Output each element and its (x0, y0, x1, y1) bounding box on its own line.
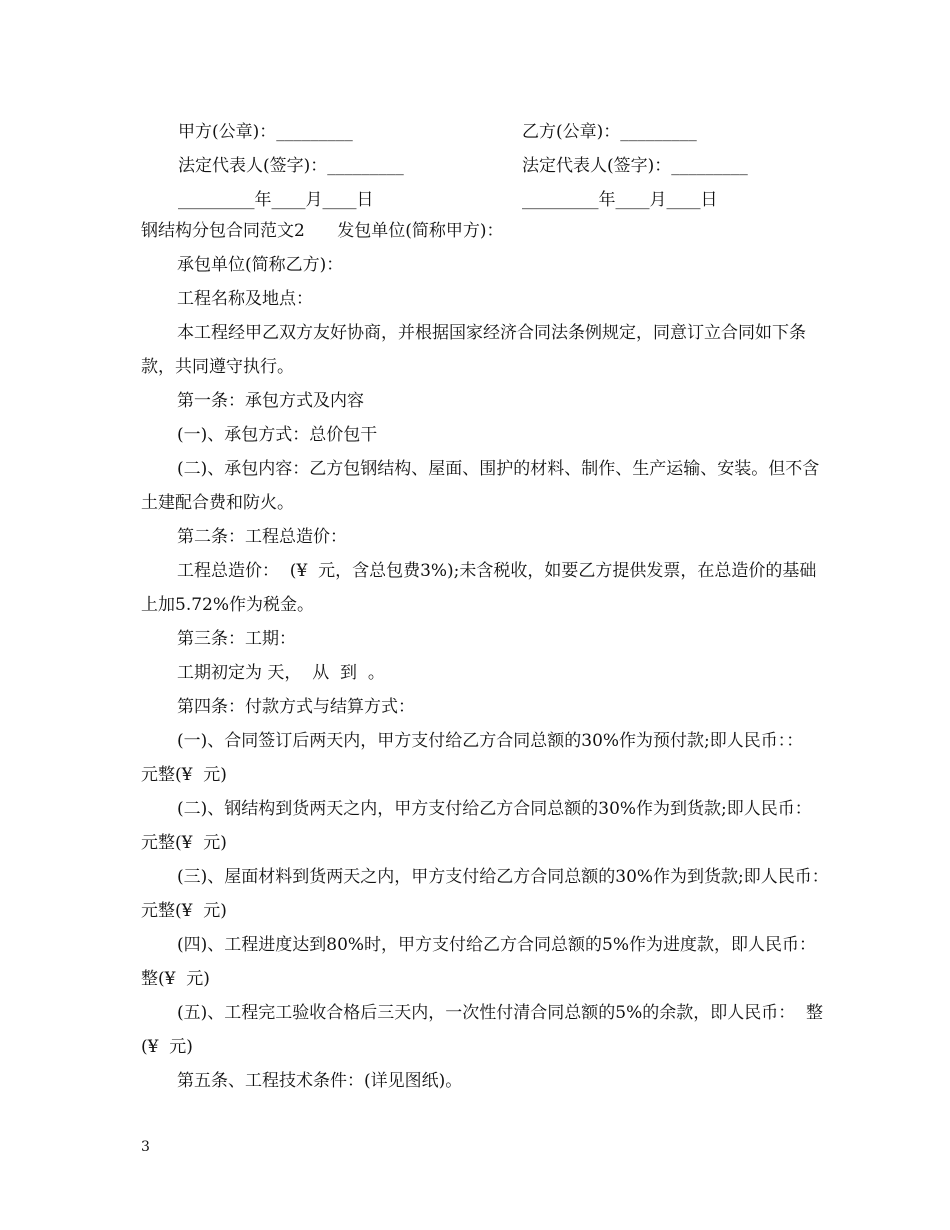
article-4-clause-4: (四)、工程进度达到80%时，甲方支付给乙方合同总额的5%作为进度款，即人民币： 整(¥ 元) (141, 935, 827, 989)
article-1-clause-1: (一)、承包方式：总价包干 (177, 425, 378, 445)
project-name-field: 工程名称及地点： (177, 289, 313, 309)
party-b-date-line: _________年____月____日 (522, 190, 718, 210)
signature-block (0, 115, 950, 217)
signature-row-representative (0, 149, 950, 183)
party-a-date-line: _________年____月____日 (178, 190, 374, 210)
article-2-title: 第二条：工程总造价： (177, 527, 347, 547)
signature-row-date (0, 183, 950, 217)
article-4-clause-1: (一)、合同签订后两天内，甲方支付给乙方合同总额的30%作为预付款;即人民币：： 元整(¥ 元) (141, 731, 815, 785)
article-1-clause-2: (二)、承包内容：乙方包钢结构、屋面、围护的材料、制作、生产运输、安装。但不含土建配合费和防火。 (141, 459, 820, 513)
article-1-title: 第一条：承包方式及内容 (177, 391, 364, 411)
preamble-paragraph: 本工程经甲乙双方友好协商，并根据国家经济合同法条例规定，同意订立合同如下条款，共同遵守执行。 (141, 323, 806, 377)
article-5-title: 第五条、工程技术条件：(详见图纸)。 (177, 1071, 463, 1091)
article-4-clause-3: (三)、屋面材料到货两天之内，甲方支付给乙方合同总额的30%作为到货款;即人民币： 元整(¥ 元) (141, 867, 840, 921)
article-4-title: 第四条：付款方式与结算方式： (177, 697, 415, 717)
contract-body (141, 214, 840, 1098)
signature-row-seal (0, 115, 950, 149)
article-2-clause: 工程总造价： (¥ 元，含总包费3%);未含税收，如要乙方提供发票，在总造价的基础上加5.72%作为税金。 (141, 561, 817, 615)
contractor-field: 承包单位(简称乙方)： (177, 255, 344, 275)
article-4-clause-2: (二)、钢结构到货两天之内，甲方支付给乙方合同总额的30%作为到货款;即人民币： 元整(¥ 元) (141, 799, 823, 853)
party-a-representative-line: 法定代表人(签字)：_________ (178, 156, 404, 176)
party-a-seal-line: 甲方(公章)：_________ (178, 122, 353, 142)
page-number: 3 (141, 1139, 150, 1155)
party-b-seal-line: 乙方(公章)：_________ (522, 122, 697, 142)
article-3-title: 第三条：工期： (177, 629, 296, 649)
party-b-representative-line: 法定代表人(签字)：_________ (522, 156, 748, 176)
contract-heading: 钢结构分包合同范文2 发包单位(简称甲方)： (141, 221, 504, 241)
article-3-clause: 工期初定为 天， 从 到 。 (177, 663, 385, 683)
article-4-clause-5: (五)、工程完工验收合格后三天内，一次性付清合同总额的5%的余款，即人民币： 整(¥ 元) (141, 1003, 824, 1057)
